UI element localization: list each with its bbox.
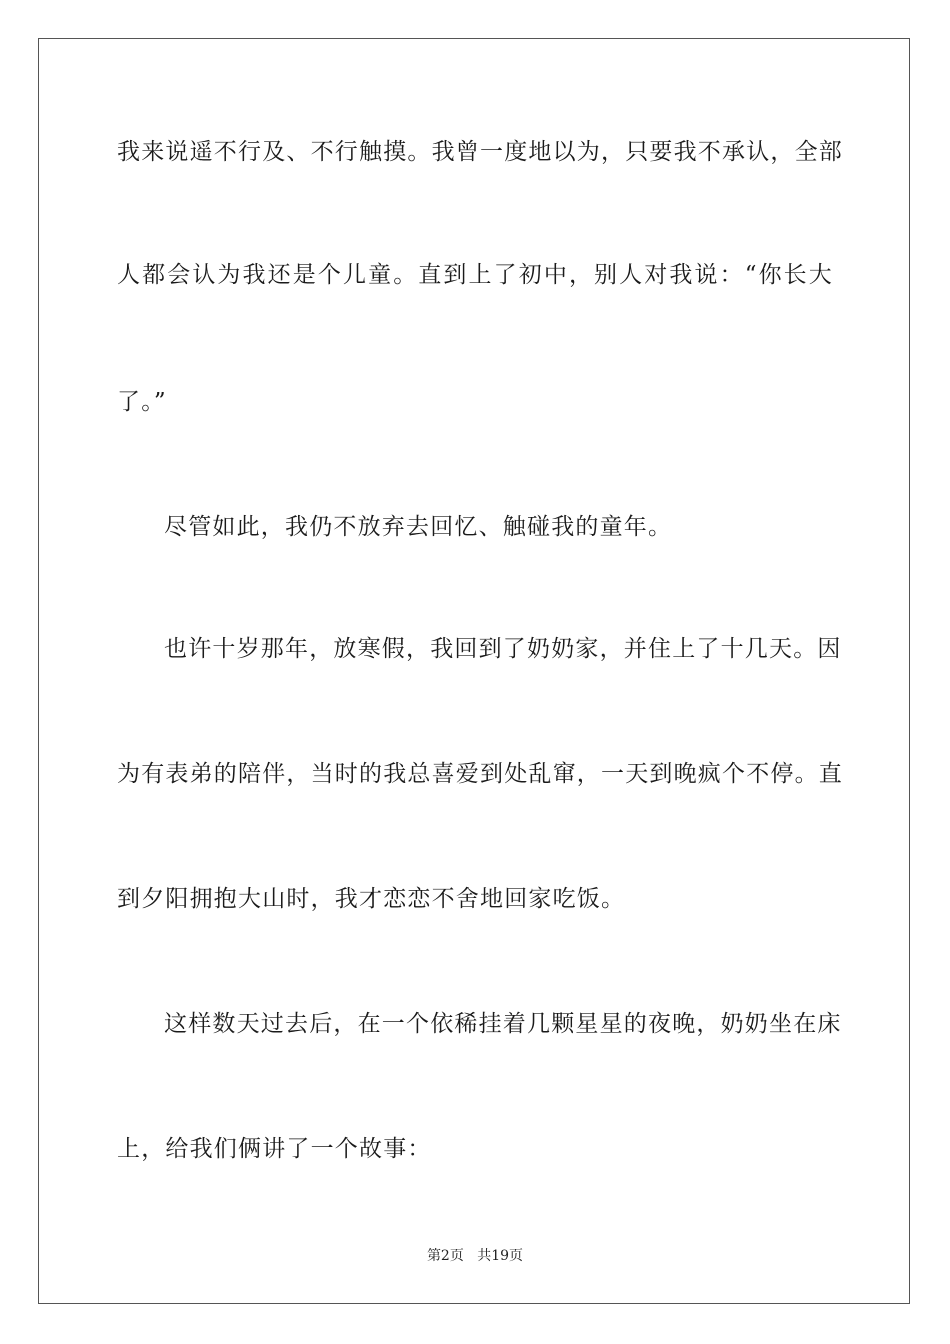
text-line: 到夕阳拥抱大山时，我才恋恋不舍地回家吃饭。 (117, 886, 626, 912)
text-line: 我来说遥不行及、不行触摸。我曾一度地以为，只要我不承认，全部 (117, 139, 843, 165)
total-pages: 共19页 (477, 1248, 524, 1264)
paragraph-start-line: 尽管如此，我仍不放弃去回忆、触碰我的童年。 (164, 514, 673, 540)
text-line: 了。” (117, 389, 167, 415)
page-footer (0, 1247, 950, 1265)
page-number: 第2页 (426, 1248, 464, 1264)
paragraph-start-line: 也许十岁那年，放寒假，我回到了奶奶家，并住上了十几天。因 (164, 636, 842, 662)
paragraph-start-line: 这样数天过去后，在一个依稀挂着几颗星星的夜晚，奶奶坐在床 (164, 1011, 842, 1037)
text-line: 上，给我们俩讲了一个故事： (117, 1136, 432, 1162)
page-border (38, 38, 910, 1304)
text-line: 人都会认为我还是个儿童。直到上了初中，别人对我说：“你长大 (117, 262, 833, 288)
text-line: 为有表弟的陪伴，当时的我总喜爱到处乱窜，一天到晚疯个不停。直 (117, 761, 843, 787)
